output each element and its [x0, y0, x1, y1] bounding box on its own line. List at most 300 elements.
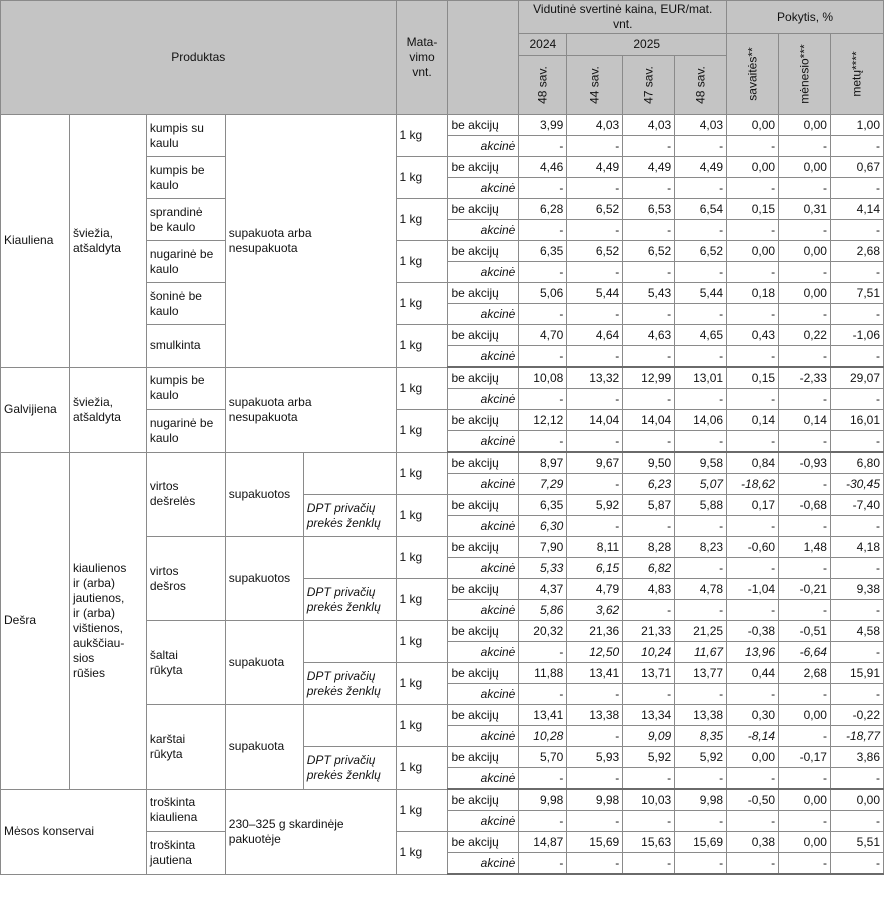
change-week: - — [727, 178, 779, 199]
price-2024-w48: 9,98 — [519, 789, 567, 811]
price-type-label: be akcijų — [448, 199, 519, 220]
change-month: -0,17 — [779, 747, 831, 768]
unit-cell: 1 kg — [396, 537, 448, 579]
price-2024-w48: 10,28 — [519, 726, 567, 747]
price-2025-w47: - — [623, 853, 675, 875]
price-2025-w47: - — [623, 768, 675, 790]
header-blank — [448, 1, 519, 115]
price-2024-w48: 6,28 — [519, 199, 567, 220]
change-month: - — [779, 684, 831, 705]
change-month: 2,68 — [779, 663, 831, 684]
price-2025-w47: 13,34 — [623, 705, 675, 726]
price-2024-w48: 5,70 — [519, 747, 567, 768]
price-2025-w47: - — [623, 136, 675, 157]
change-week: 0,18 — [727, 283, 779, 304]
price-2025-w47: 4,49 — [623, 157, 675, 178]
unit-cell: 1 kg — [396, 747, 448, 790]
price-2025-w44: 6,52 — [567, 241, 623, 262]
header-produktas: Produktas — [1, 1, 397, 115]
change-month: 1,48 — [779, 537, 831, 558]
price-2025-w48: - — [675, 389, 727, 410]
price-2024-w48: - — [519, 346, 567, 368]
change-month: - — [779, 474, 831, 495]
change-year: - — [830, 346, 883, 368]
price-2025-w47: 14,04 — [623, 410, 675, 431]
change-month: -0,21 — [779, 579, 831, 600]
price-2024-w48: 11,88 — [519, 663, 567, 684]
price-2025-w48: 13,38 — [675, 705, 727, 726]
change-week: - — [727, 389, 779, 410]
price-type-label: be akcijų — [448, 789, 519, 811]
change-week: - — [727, 516, 779, 537]
change-week: -1,04 — [727, 579, 779, 600]
change-week: - — [727, 431, 779, 453]
price-2025-w48: - — [675, 600, 727, 621]
change-week: 0,00 — [727, 241, 779, 262]
price-2025-w48: - — [675, 853, 727, 875]
price-2025-w44: 4,03 — [567, 115, 623, 136]
price-2025-w47: 13,71 — [623, 663, 675, 684]
price-type-label: be akcijų — [448, 579, 519, 600]
price-2025-w48: 6,52 — [675, 241, 727, 262]
header-week-48: 48 sav. — [675, 56, 727, 115]
price-2025-w44: 13,41 — [567, 663, 623, 684]
price-2025-w44: 5,44 — [567, 283, 623, 304]
change-year: -18,77 — [830, 726, 883, 747]
change-month: 0,00 — [779, 283, 831, 304]
price-type-label: akcinė — [448, 516, 519, 537]
price-type-label: akcinė — [448, 431, 519, 453]
category-kiauliena: Kiauliena — [1, 115, 70, 368]
packaging-label: supakuota arba nesupakuota — [225, 115, 396, 368]
change-week: - — [727, 558, 779, 579]
price-2025-w47: 6,52 — [623, 241, 675, 262]
change-month: 0,00 — [779, 705, 831, 726]
change-week: -0,50 — [727, 789, 779, 811]
header-menesio: mėnesio*** — [779, 34, 831, 115]
unit-cell: 1 kg — [396, 663, 448, 705]
price-2025-w47: 21,33 — [623, 621, 675, 642]
price-type-label: be akcijų — [448, 537, 519, 558]
change-month: 0,00 — [779, 789, 831, 811]
price-2025-w48: 4,78 — [675, 579, 727, 600]
price-2024-w48: - — [519, 853, 567, 875]
product-name: sprandinė be kaulo — [146, 199, 225, 241]
unit-cell: 1 kg — [396, 241, 448, 283]
product-name: kumpis su kaulu — [146, 115, 225, 157]
price-type-label: akcinė — [448, 178, 519, 199]
change-year: 4,58 — [830, 621, 883, 642]
change-week: 0,00 — [727, 747, 779, 768]
price-2025-w44: - — [567, 474, 623, 495]
product-name: troškinta jautiena — [146, 832, 225, 875]
change-year: -7,40 — [830, 495, 883, 516]
change-month: - — [779, 811, 831, 832]
unit-cell: 1 kg — [396, 367, 448, 410]
price-type-label: akcinė — [448, 389, 519, 410]
price-2025-w48: - — [675, 178, 727, 199]
price-2025-w44: 5,93 — [567, 747, 623, 768]
price-2025-w48: 9,98 — [675, 789, 727, 811]
change-year: -0,22 — [830, 705, 883, 726]
change-year: 0,67 — [830, 157, 883, 178]
change-month: - — [779, 220, 831, 241]
price-2024-w48: - — [519, 262, 567, 283]
change-week: - — [727, 136, 779, 157]
product-name: šoninė be kaulo — [146, 283, 225, 325]
change-week: 0,43 — [727, 325, 779, 346]
header-change: Pokytis, % — [727, 1, 884, 34]
packaging-label: supakuota arba nesupakuota — [225, 367, 396, 452]
brand-blank — [303, 537, 396, 579]
price-2025-w48: 5,92 — [675, 747, 727, 768]
price-2025-w48: 9,58 — [675, 452, 727, 474]
change-year: - — [830, 768, 883, 790]
change-week: - — [727, 684, 779, 705]
unit-cell: 1 kg — [396, 495, 448, 537]
packaging-label: supakuota — [225, 705, 303, 790]
price-2024-w48: - — [519, 389, 567, 410]
change-year: - — [830, 642, 883, 663]
price-2025-w48: 11,67 — [675, 642, 727, 663]
change-month: - — [779, 516, 831, 537]
price-2025-w48: - — [675, 684, 727, 705]
change-week: 0,15 — [727, 367, 779, 389]
price-2025-w44: - — [567, 346, 623, 368]
price-2025-w44: 5,92 — [567, 495, 623, 516]
price-2025-w44: - — [567, 220, 623, 241]
price-2025-w44: - — [567, 768, 623, 790]
header-week-44: 44 sav. — [567, 56, 623, 115]
price-type-label: akcinė — [448, 811, 519, 832]
price-2025-w48: 6,54 — [675, 199, 727, 220]
price-type-label: akcinė — [448, 600, 519, 621]
packaging-label: supakuotos — [225, 452, 303, 537]
price-type-label: be akcijų — [448, 705, 519, 726]
change-year: - — [830, 558, 883, 579]
change-month: 0,00 — [779, 157, 831, 178]
unit-cell: 1 kg — [396, 705, 448, 747]
change-year: -30,45 — [830, 474, 883, 495]
product-name: kumpis be kaulo — [146, 157, 225, 199]
price-2025-w44: - — [567, 516, 623, 537]
change-year: 5,51 — [830, 832, 883, 853]
change-month: 0,00 — [779, 115, 831, 136]
change-month: - — [779, 389, 831, 410]
price-type-label: be akcijų — [448, 832, 519, 853]
unit-cell: 1 kg — [396, 832, 448, 875]
price-2025-w44: 13,38 — [567, 705, 623, 726]
price-2024-w48: 20,32 — [519, 621, 567, 642]
change-week: 0,00 — [727, 115, 779, 136]
unit-cell: 1 kg — [396, 157, 448, 199]
header-week-48-2024: 48 sav. — [519, 56, 567, 115]
price-2025-w48: - — [675, 262, 727, 283]
change-week: 0,14 — [727, 410, 779, 431]
change-year: - — [830, 516, 883, 537]
price-2025-w44: 4,79 — [567, 579, 623, 600]
table-row — [1, 452, 884, 474]
category-mesos-konservai: Mėsos konservai — [1, 789, 147, 874]
price-type-label: be akcijų — [448, 663, 519, 684]
change-week: - — [727, 220, 779, 241]
product-name: virtos dešros — [146, 537, 225, 621]
subcategory-sviezia: šviežia, atšaldyta — [69, 115, 146, 368]
price-2025-w47: 9,09 — [623, 726, 675, 747]
price-type-label: be akcijų — [448, 495, 519, 516]
price-2025-w44: - — [567, 726, 623, 747]
change-week: -0,38 — [727, 621, 779, 642]
change-month: - — [779, 262, 831, 283]
change-year: -1,06 — [830, 325, 883, 346]
product-name: troškinta kiauliena — [146, 789, 225, 832]
price-2025-w44: 15,69 — [567, 832, 623, 853]
price-type-label: be akcijų — [448, 241, 519, 262]
price-2025-w44: - — [567, 389, 623, 410]
price-2024-w48: - — [519, 768, 567, 790]
header-metu: metų**** — [830, 34, 883, 115]
price-2025-w48: - — [675, 431, 727, 453]
price-2025-w44: 9,67 — [567, 452, 623, 474]
price-2025-w47: 5,92 — [623, 747, 675, 768]
price-type-label: akcinė — [448, 684, 519, 705]
price-2025-w44: 6,52 — [567, 199, 623, 220]
category-galvijiena: Galvijiena — [1, 367, 70, 452]
change-month: - — [779, 304, 831, 325]
change-year: 7,51 — [830, 283, 883, 304]
change-week: - — [727, 853, 779, 875]
price-2025-w44: 13,32 — [567, 367, 623, 389]
price-2025-w47: - — [623, 262, 675, 283]
change-week: - — [727, 811, 779, 832]
brand-blank — [303, 452, 396, 495]
change-month: - — [779, 431, 831, 453]
price-2025-w47: 5,43 — [623, 283, 675, 304]
price-2025-w44: - — [567, 178, 623, 199]
price-2025-w48: - — [675, 768, 727, 790]
price-2025-w48: - — [675, 516, 727, 537]
price-2024-w48: - — [519, 431, 567, 453]
price-2025-w47: 4,63 — [623, 325, 675, 346]
price-2025-w48: - — [675, 346, 727, 368]
price-2025-w44: - — [567, 811, 623, 832]
price-2024-w48: 6,35 — [519, 241, 567, 262]
price-2025-w44: 9,98 — [567, 789, 623, 811]
price-type-label: be akcijų — [448, 325, 519, 346]
change-week: -0,60 — [727, 537, 779, 558]
price-type-label: akcinė — [448, 768, 519, 790]
price-2024-w48: 4,37 — [519, 579, 567, 600]
price-2025-w47: - — [623, 516, 675, 537]
price-2025-w48: 14,06 — [675, 410, 727, 431]
header-savaites: savaitės** — [727, 34, 779, 115]
price-2024-w48: 4,70 — [519, 325, 567, 346]
change-month: -0,93 — [779, 452, 831, 474]
price-type-label: be akcijų — [448, 410, 519, 431]
price-2025-w48: 4,65 — [675, 325, 727, 346]
unit-cell: 1 kg — [396, 199, 448, 241]
price-2025-w44: - — [567, 262, 623, 283]
price-type-label: akcinė — [448, 304, 519, 325]
price-2025-w48: 4,03 — [675, 115, 727, 136]
price-2024-w48: 5,33 — [519, 558, 567, 579]
change-year: 0,00 — [830, 789, 883, 811]
price-2025-w47: - — [623, 684, 675, 705]
change-year: 4,14 — [830, 199, 883, 220]
price-2024-w48: - — [519, 136, 567, 157]
change-week: - — [727, 262, 779, 283]
packaging-label: supakuotos — [225, 537, 303, 621]
private-label-brand: DPT privačių prekės ženklų — [303, 495, 396, 537]
price-type-label: akcinė — [448, 346, 519, 368]
change-week: -18,62 — [727, 474, 779, 495]
change-month: -0,51 — [779, 621, 831, 642]
price-2025-w48: 13,77 — [675, 663, 727, 684]
price-2025-w47: 6,23 — [623, 474, 675, 495]
header-year-2025: 2025 — [567, 34, 727, 56]
price-2025-w44: - — [567, 136, 623, 157]
change-week: 0,38 — [727, 832, 779, 853]
unit-cell: 1 kg — [396, 621, 448, 663]
change-week: - — [727, 304, 779, 325]
change-year: - — [830, 178, 883, 199]
change-month: - — [779, 853, 831, 875]
price-2024-w48: 14,87 — [519, 832, 567, 853]
price-type-label: akcinė — [448, 474, 519, 495]
change-week: -8,14 — [727, 726, 779, 747]
table-row — [1, 115, 884, 136]
price-2024-w48: - — [519, 811, 567, 832]
change-year: 4,18 — [830, 537, 883, 558]
price-2024-w48: 5,86 — [519, 600, 567, 621]
price-2024-w48: 12,12 — [519, 410, 567, 431]
change-month: 0,00 — [779, 832, 831, 853]
change-year: - — [830, 811, 883, 832]
change-year: - — [830, 304, 883, 325]
price-2024-w48: 7,90 — [519, 537, 567, 558]
change-year: - — [830, 684, 883, 705]
price-type-label: akcinė — [448, 853, 519, 875]
price-2025-w47: 8,28 — [623, 537, 675, 558]
product-name: kumpis be kaulo — [146, 367, 225, 410]
price-2025-w44: - — [567, 431, 623, 453]
price-2025-w47: - — [623, 304, 675, 325]
price-2025-w47: 12,99 — [623, 367, 675, 389]
price-type-label: akcinė — [448, 220, 519, 241]
price-type-label: be akcijų — [448, 115, 519, 136]
price-2025-w48: 4,49 — [675, 157, 727, 178]
change-year: - — [830, 262, 883, 283]
header-avg-price: Vidutinė svertinė kaina, EUR/mat. vnt. — [519, 1, 727, 34]
price-2025-w48: - — [675, 558, 727, 579]
price-type-label: akcinė — [448, 558, 519, 579]
change-week: 0,15 — [727, 199, 779, 220]
price-2024-w48: - — [519, 178, 567, 199]
change-year: - — [830, 389, 883, 410]
price-type-label: akcinė — [448, 642, 519, 663]
change-month: -0,68 — [779, 495, 831, 516]
price-type-label: be akcijų — [448, 621, 519, 642]
price-2025-w44: 6,15 — [567, 558, 623, 579]
price-2025-w47: 10,03 — [623, 789, 675, 811]
price-2025-w44: - — [567, 304, 623, 325]
price-2025-w44: 3,62 — [567, 600, 623, 621]
change-month: 0,14 — [779, 410, 831, 431]
private-label-brand: DPT privačių prekės ženklų — [303, 579, 396, 621]
price-2025-w44: - — [567, 853, 623, 875]
change-month: 0,31 — [779, 199, 831, 220]
price-2025-w47: 15,63 — [623, 832, 675, 853]
packaging-label: supakuota — [225, 621, 303, 705]
price-2024-w48: 6,30 — [519, 516, 567, 537]
header-week-47: 47 sav. — [623, 56, 675, 115]
product-name: smulkinta — [146, 325, 225, 368]
brand-blank — [303, 705, 396, 747]
price-2025-w47: 4,03 — [623, 115, 675, 136]
change-year: 29,07 — [830, 367, 883, 389]
price-2024-w48: 6,35 — [519, 495, 567, 516]
change-year: 16,01 — [830, 410, 883, 431]
price-2025-w48: 8,35 — [675, 726, 727, 747]
price-2025-w48: 21,25 — [675, 621, 727, 642]
change-week: 0,17 — [727, 495, 779, 516]
change-year: 6,80 — [830, 452, 883, 474]
product-name: nugarinė be kaulo — [146, 410, 225, 453]
private-label-brand: DPT privačių prekės ženklų — [303, 663, 396, 705]
subcategory-sviezia: šviežia, atšaldyta — [69, 367, 146, 452]
price-2025-w48: - — [675, 220, 727, 241]
unit-cell: 1 kg — [396, 325, 448, 368]
price-type-label: akcinė — [448, 726, 519, 747]
category-desra: Dešra — [1, 452, 70, 789]
price-2025-w44: 4,49 — [567, 157, 623, 178]
price-2025-w47: 9,50 — [623, 452, 675, 474]
change-month: 0,00 — [779, 241, 831, 262]
change-week: - — [727, 768, 779, 790]
product-name: nugarinė be kaulo — [146, 241, 225, 283]
price-2025-w47: - — [623, 600, 675, 621]
change-month: - — [779, 726, 831, 747]
price-2025-w48: - — [675, 304, 727, 325]
price-type-label: be akcijų — [448, 157, 519, 178]
price-type-label: be akcijų — [448, 747, 519, 768]
change-year: 9,38 — [830, 579, 883, 600]
price-2024-w48: 5,06 — [519, 283, 567, 304]
price-2025-w44: 8,11 — [567, 537, 623, 558]
change-month: - — [779, 558, 831, 579]
price-type-label: be akcijų — [448, 452, 519, 474]
price-2025-w47: - — [623, 178, 675, 199]
price-2025-w47: - — [623, 220, 675, 241]
price-2025-w44: - — [567, 684, 623, 705]
change-week: 13,96 — [727, 642, 779, 663]
price-2025-w48: 5,07 — [675, 474, 727, 495]
change-week: - — [727, 346, 779, 368]
change-month: - — [779, 768, 831, 790]
table-row — [1, 789, 884, 811]
brand-blank — [303, 621, 396, 663]
product-name: karštai rūkyta — [146, 705, 225, 790]
change-year: - — [830, 431, 883, 453]
table-row — [1, 367, 884, 389]
product-name: virtos dešrelės — [146, 452, 225, 537]
change-month: -2,33 — [779, 367, 831, 389]
price-2025-w47: - — [623, 431, 675, 453]
change-year: - — [830, 136, 883, 157]
price-2024-w48: - — [519, 304, 567, 325]
price-2025-w44: 14,04 — [567, 410, 623, 431]
price-2024-w48: - — [519, 642, 567, 663]
